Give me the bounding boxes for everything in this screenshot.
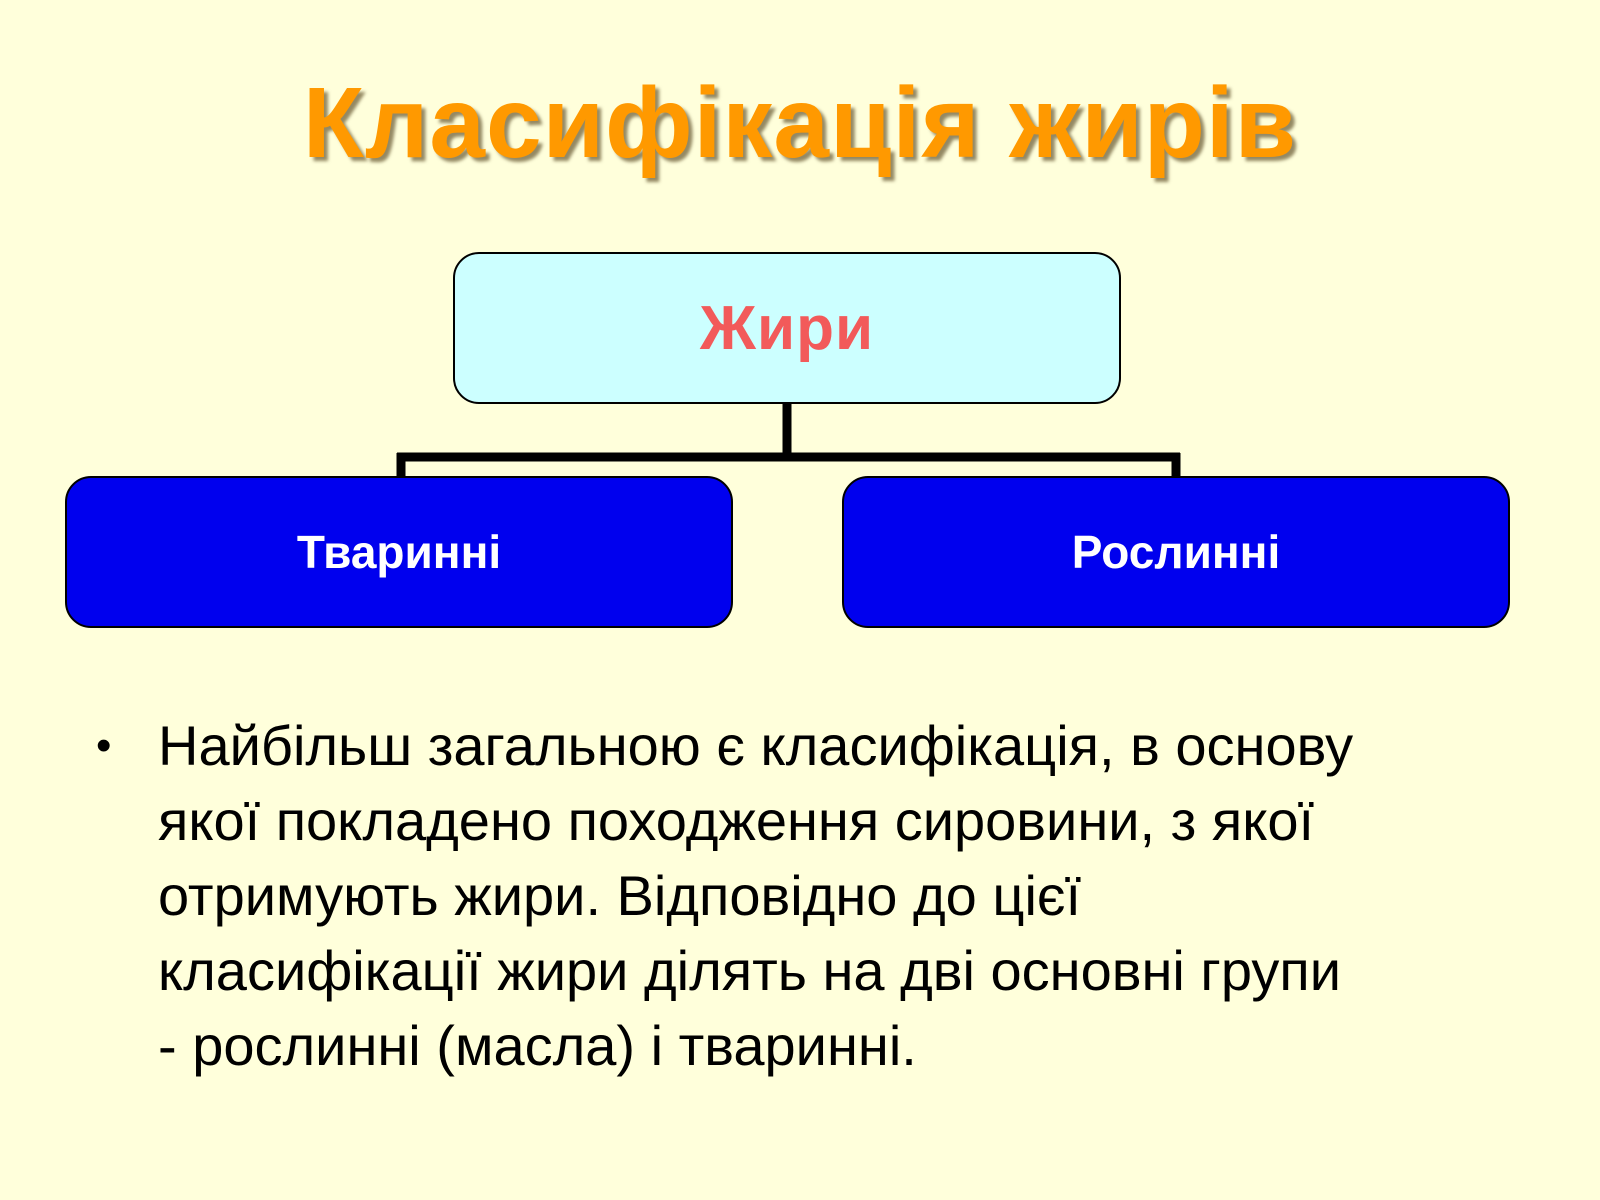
- slide-title: Класифікація жирів: [302, 67, 1298, 179]
- child-node-animal: [65, 476, 733, 628]
- body-bullet-list: [96, 708, 1516, 1083]
- bullet-marker: •: [96, 721, 112, 770]
- child-node-vegetable: [842, 476, 1510, 628]
- root-node-label: Жири: [699, 293, 875, 363]
- root-node-fats: [453, 252, 1121, 404]
- child-node-label: Рослинні: [1071, 526, 1281, 578]
- child-node-label: Тваринні: [296, 526, 502, 578]
- body-paragraph: Найбільш загальною є класифікація, в основу якої покладено походження сировини, з якої отримують жири. Відповідно до цієї класифікації жири ділять на дві основні групи - рослинні (масла) і тваринні.: [158, 714, 1354, 1077]
- body-bullet-item: [96, 708, 1516, 1083]
